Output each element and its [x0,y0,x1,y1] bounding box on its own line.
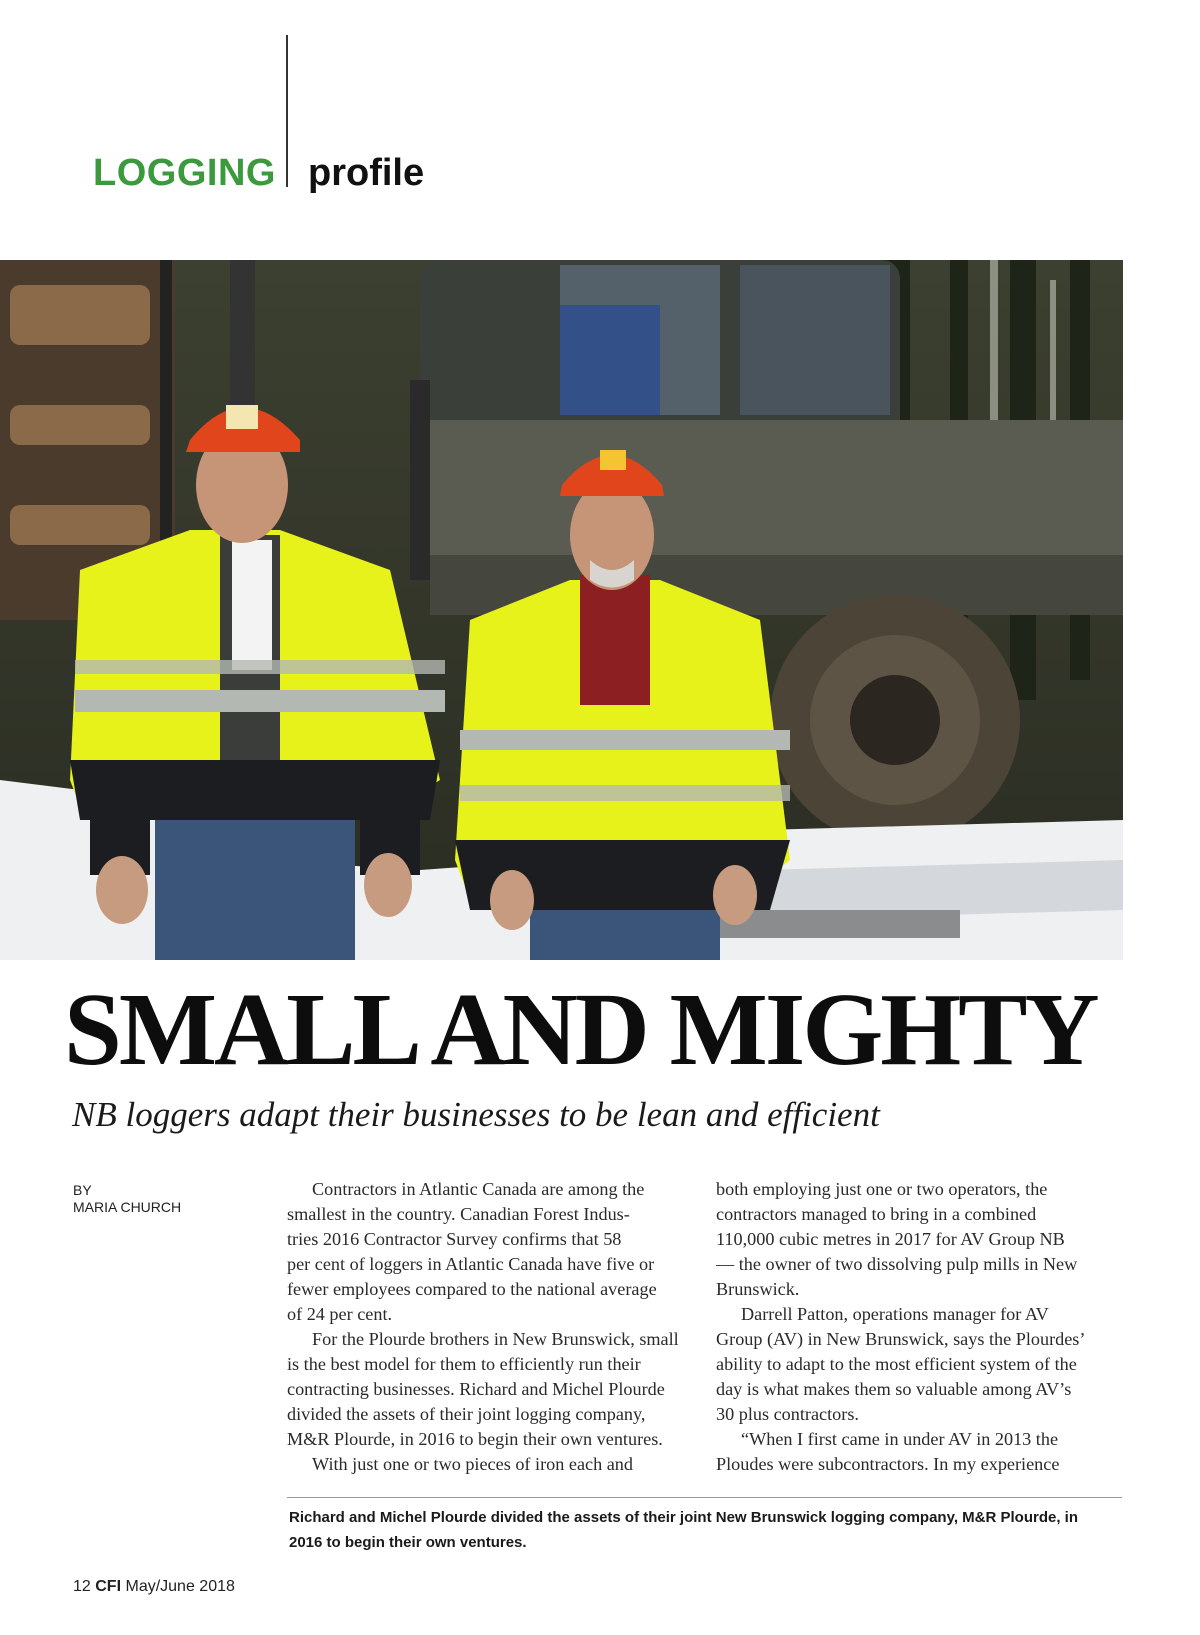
body-line: — the owner of two dissolving pulp mills in New [716,1254,1078,1274]
body-line: contracting businesses. Richard and Michel Plourde [287,1379,665,1399]
issue-date: May/June 2018 [125,1578,235,1595]
section-label: LOGGING [93,152,276,194]
page-number: 12 [73,1578,91,1595]
body-line: is the best model for them to efficiently run their [287,1354,641,1374]
section-sublabel: profile [308,152,425,194]
body-line: “When I first came in under AV in 2013 the [741,1429,1059,1449]
body-line: M&R Plourde, in 2016 to begin their own ventures. [287,1429,663,1449]
body-line: Darrell Patton, operations manager for AV [741,1304,1049,1324]
body-line: 110,000 cubic metres in 2017 for AV Group NB [716,1229,1065,1249]
body-line: of 24 per cent. [287,1304,393,1324]
body-line: Contractors in Atlantic Canada are among the [312,1179,645,1199]
byline-by: BY [73,1182,92,1198]
body-line: smallest in the country. Canadian Forest Indus- [287,1204,630,1224]
body-line: ability to adapt to the most efficient system of the [716,1354,1077,1374]
byline [73,1182,181,1216]
section-divider [286,35,288,187]
body-line: day is what makes them so valuable among AV’s [716,1379,1072,1399]
photo-caption [289,1505,1119,1555]
body-line: per cent of loggers in Atlantic Canada have five or [287,1254,655,1274]
body-line: contractors managed to bring in a combined [716,1204,1037,1224]
byline-author: MARIA CHURCH [73,1199,182,1215]
body-line: both employing just one or two operators, the [716,1179,1048,1199]
caption-line: 2016 to begin their own ventures. [289,1534,527,1551]
page-folio [73,1578,235,1596]
feature-photo [0,260,1123,960]
body-line: fewer employees compared to the national average [287,1279,657,1299]
body-column-2 [716,1177,1116,1477]
body-line: 30 plus contractors. [716,1404,859,1424]
body-line: tries 2016 Contractor Survey confirms that 58 [287,1229,622,1249]
photo-of-two-loggers-icon [0,260,1123,960]
body-line: Ploudes were subcontractors. In my experience [716,1454,1060,1474]
body-line: divided the assets of their joint logging company, [287,1404,646,1424]
caption-line: Richard and Michel Plourde divided the assets of their joint New Brunswick logging company, M&R Plourde, in [289,1509,1078,1526]
publication-name: CFI [95,1578,122,1595]
body-column-1 [287,1177,692,1477]
body-line: For the Plourde brothers in New Brunswick, small [312,1329,679,1349]
body-line: Group (AV) in New Brunswick, says the Plourdes’ [716,1329,1086,1349]
body-line: Brunswick. [716,1279,800,1299]
caption-rule [287,1497,1122,1498]
headline: SMALL AND MIGHTY [64,972,1097,1087]
body-line: With just one or two pieces of iron each and [312,1454,633,1474]
deck: NB loggers adapt their businesses to be lean and efficient [72,1095,880,1134]
